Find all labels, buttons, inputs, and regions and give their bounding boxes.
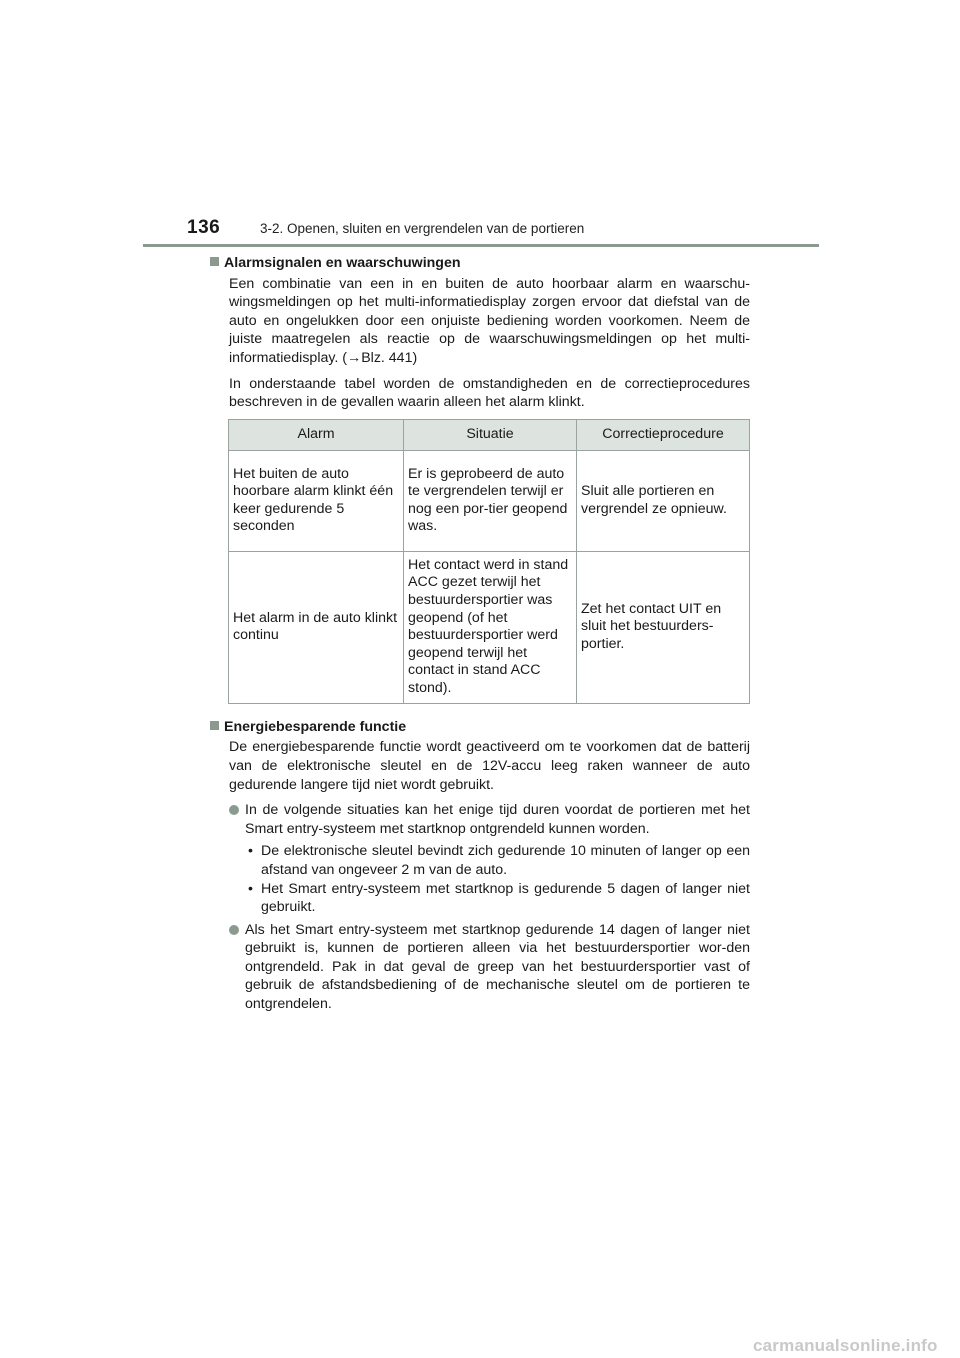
circle-bullet-icon [229,925,239,935]
list-item: Als het Smart entry-systeem met startknop gedurende 14 dagen of langer niet gebruikt is, kunnen de portieren alleen via het bestuurdersportier wor-den ontgrendeld. Pak in dat geval de greep van het bestuurdersportier vast of gebruik de afstandsbediening of de mechanische sleutel om de portieren te ontgrendelen. [229,921,750,1014]
cell-situatie: Er is geprobeerd de auto te vergrendelen terwijl er nog een por-tier geopend was. [404,450,577,551]
page-reference: Blz. 441) [361,349,418,366]
energy-intro-paragraph: De energiebesparende functie wordt geactiveerd om te voorkomen dat de batterij van de elektronische sleutel en de 12V-accu leeg raken wanneer de auto gedurende langere tijd niet wordt gebruikt. [229,739,750,793]
column-header-alarm: Alarm [229,419,404,450]
site-watermark: carmanualsonline.info [753,1336,938,1355]
section-heading-energy: Energiebesparende functie [210,718,750,737]
cell-correctie: Sluit alle portieren en vergrendel ze opnieuw. [577,450,750,551]
cell-situatie: Het contact werd in stand ACC gezet terwijl het bestuurdersportier was geopend (of het bestuurdersportier werd geopend terwijl het contact in stand ACC stond). [404,551,577,703]
circle-bullet-icon [229,805,239,815]
sub-bullet-icon: • [248,843,253,860]
cell-alarm: Het alarm in de auto klinkt continu [229,551,404,703]
page-number: 136 [187,217,221,238]
chapter-title: 3-2. Openen, sluiten en vergrendelen van de portieren [260,221,585,236]
page-content [210,254,750,1018]
alarm-table [228,419,750,704]
table-header-row [229,419,750,450]
cell-alarm: Het buiten de auto hoorbare alarm klinkt één keer gedurende 5 seconden [229,450,404,551]
section-heading-alarm: Alarmsignalen en waarschuwingen [210,254,750,273]
header-rule [143,244,819,247]
column-header-correctie: Correctieprocedure [577,419,750,450]
table-row [229,551,750,703]
page-header [187,217,827,245]
table-row [229,450,750,551]
table-intro-paragraph: In onderstaande tabel worden de omstandigheden en de correctieprocedures beschreven in de gevallen waarin alleen het alarm klinkt. [229,375,750,411]
square-bullet-icon [210,721,219,730]
reference-arrow-icon: → [347,349,362,366]
column-header-situatie: Situatie [404,419,577,450]
list-item: In de volgende situaties kan het enige tijd duren voordat de portieren met het Smart entry-systeem met startknop ontgrendeld kunnen worden. [229,801,750,838]
sub-bullet-icon: • [248,880,253,897]
sub-list-item: • Het Smart entry-systeem met startknop is gedurende 5 dagen of langer niet gebruikt. [248,880,750,916]
alarm-intro-paragraph: Een combinatie van een in en buiten de auto hoorbaar alarm en waarschu-wingsmeldingen op het multi-informatiedisplay zorgen ervoor dat diefstal van de auto en ongelukken door een onjuiste bediening worden voorkomen. Neem de juiste maatregelen als reactie op de waarschuwingsmeldingen op het multi-informatiedisplay. (→Blz. 441) [229,275,750,366]
sub-list-item: • De elektronische sleutel bevindt zich gedurende 10 minuten of langer op een afstand van ongeveer 2 m van de auto. [248,843,750,878]
square-bullet-icon [210,257,219,266]
cell-correctie: Zet het contact UIT en sluit het bestuurders-portier. [577,551,750,703]
